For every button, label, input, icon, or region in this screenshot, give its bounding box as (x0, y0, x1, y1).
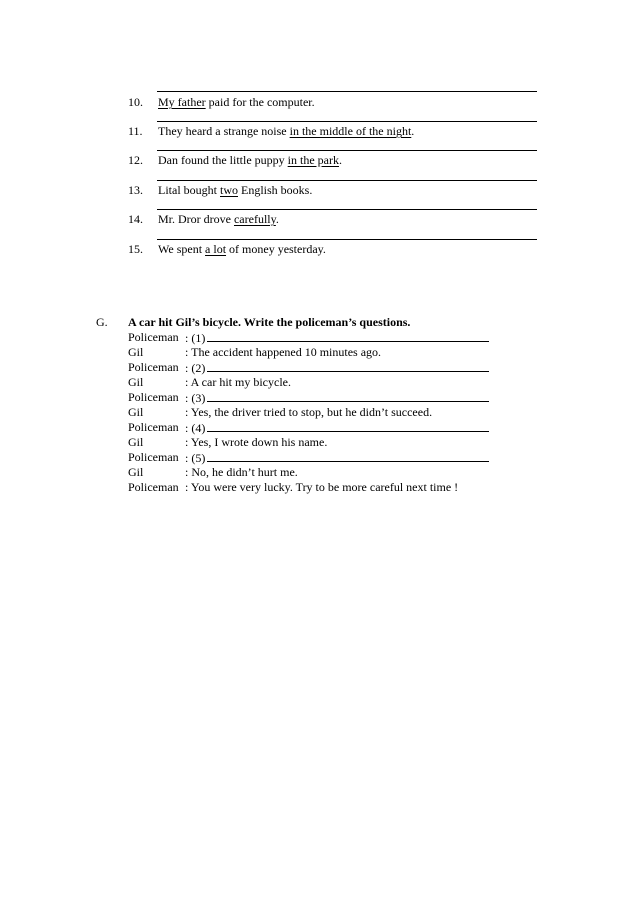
exercise-item (0, 174, 638, 204)
dialogue-line (128, 375, 548, 390)
speaker-label: Gil (128, 405, 144, 419)
sentence-text: Dan found the little puppy (158, 153, 288, 167)
answer-line[interactable] (157, 91, 537, 92)
answer-line[interactable] (157, 180, 537, 181)
dialogue-text: : A car hit my bicycle. (185, 375, 291, 389)
underlined-phrase: in the park (287, 153, 339, 167)
speaker-label: Gil (128, 465, 144, 479)
speaker-label: Gil (128, 435, 144, 449)
dialogue-text: : Yes, I wrote down his name. (185, 435, 328, 449)
item-sentence (158, 212, 279, 226)
exercise-item (0, 86, 638, 116)
underlined-phrase: two (220, 183, 238, 197)
dialogue-text: : The accident happened 10 minutes ago. (185, 345, 382, 359)
item-sentence (158, 242, 326, 256)
sentence-text: . (275, 212, 279, 226)
dialogue (128, 330, 548, 495)
dialogue-line (128, 450, 548, 465)
item-sentence (158, 153, 342, 167)
exercise-item (0, 233, 638, 263)
dialogue-line (128, 405, 548, 420)
sentence-text: English books. (238, 183, 313, 197)
underlined-phrase: a lot (205, 242, 227, 256)
dialogue-line (128, 420, 548, 435)
dialogue-line (128, 330, 548, 345)
answer-line[interactable] (157, 121, 537, 122)
answer-blank[interactable] (207, 390, 489, 402)
dialogue-text-wrap (185, 330, 489, 345)
sentence-text: Lital bought (158, 183, 220, 197)
speaker-label: Policeman (128, 360, 179, 374)
exercise-item (0, 145, 638, 175)
speaker-label: Gil (128, 345, 144, 359)
dialogue-text: : (3) (185, 391, 206, 405)
dialogue-line (128, 465, 548, 480)
answer-line[interactable] (157, 209, 537, 210)
speaker-label: Gil (128, 375, 144, 389)
item-number: 14. (128, 212, 143, 226)
item-number: 10. (128, 95, 143, 109)
underlined-phrase: My father (158, 95, 206, 109)
item-sentence (158, 183, 312, 197)
answer-blank[interactable] (207, 330, 489, 342)
dialogue-text: : (5) (185, 451, 206, 465)
dialogue-text: : (2) (185, 361, 206, 375)
underlined-phrase: carefully (233, 212, 276, 226)
answer-blank[interactable] (207, 360, 489, 372)
dialogue-text: : (4) (185, 421, 206, 435)
speaker-label: Policeman (128, 330, 179, 344)
dialogue-text: : No, he didn’t hurt me. (185, 465, 298, 479)
answer-line[interactable] (157, 239, 537, 240)
dialogue-text: : You were very lucky. Try to be more careful next time ! (185, 480, 459, 494)
dialogue-text: : Yes, the driver tried to stop, but he didn’t succeed. (185, 405, 433, 419)
item-number: 12. (128, 153, 143, 167)
dialogue-text: : (1) (185, 331, 206, 345)
answer-blank[interactable] (207, 420, 489, 432)
sentence-text: paid for the computer. (205, 95, 315, 109)
dialogue-line (128, 390, 548, 405)
item-sentence (158, 95, 315, 109)
dialogue-line (128, 345, 548, 360)
sentence-text: We spent (158, 242, 206, 256)
dialogue-text-wrap (185, 360, 489, 375)
item-number: 13. (128, 183, 143, 197)
speaker-label: Policeman (128, 450, 179, 464)
speaker-label: Policeman (128, 420, 179, 434)
sentence-text: . (411, 124, 415, 138)
sentence-text: of money yesterday. (226, 242, 326, 256)
sentence-text: Mr. Dror drove (158, 212, 234, 226)
dialogue-text-wrap (185, 390, 489, 405)
speaker-label: Policeman (128, 390, 179, 404)
speaker-label: Policeman (128, 480, 179, 494)
sentence-text: . (338, 153, 342, 167)
item-sentence (158, 124, 414, 138)
dialogue-text-wrap (185, 420, 489, 435)
dialogue-line (128, 360, 548, 375)
exercise-item (0, 204, 638, 234)
answer-blank[interactable] (207, 450, 489, 462)
dialogue-line (128, 435, 548, 450)
answer-line[interactable] (157, 150, 537, 151)
sentence-text: They heard a strange noise (158, 124, 290, 138)
underlined-phrase: in the middle of the night (289, 124, 412, 138)
section-letter: G. (96, 315, 108, 329)
dialogue-line (128, 480, 548, 495)
dialogue-text-wrap (185, 450, 489, 465)
item-number: 15. (128, 242, 143, 256)
section-title: A car hit Gil’s bicycle. Write the policeman’s questions. (128, 315, 411, 329)
item-number: 11. (128, 124, 143, 138)
exercise-item (0, 115, 638, 145)
